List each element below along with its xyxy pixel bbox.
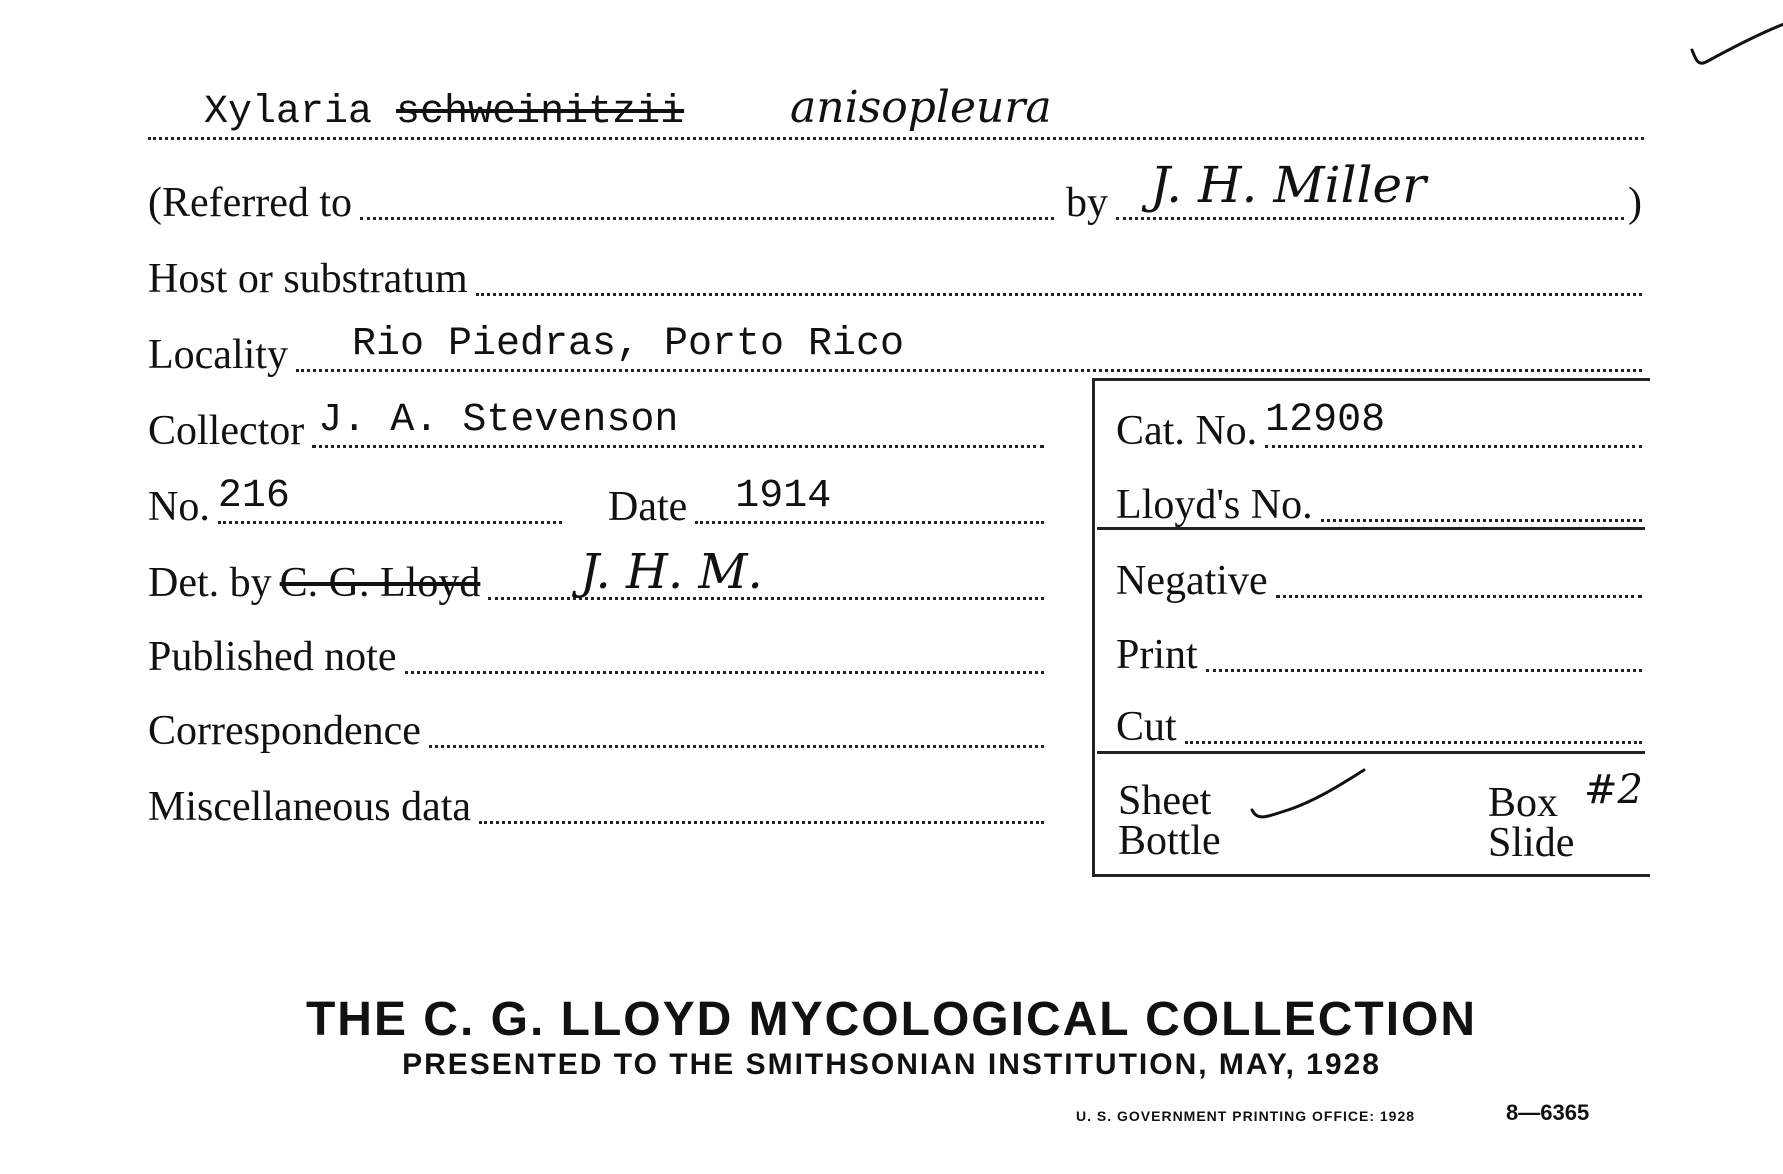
locality-value: Rio Piedras, Porto Rico [351, 322, 905, 367]
negative-label: Negative [1116, 558, 1268, 604]
catalog-number-dotted-line [1265, 398, 1642, 448]
box-handwritten: #2 [1584, 767, 1643, 813]
printer-imprint: U. S. GOVERNMENT PRINTING OFFICE: 1928 [1076, 1108, 1416, 1124]
determined-by-dotted-line [488, 597, 1044, 600]
collector-value: J. A. Stevenson [318, 398, 679, 443]
referred-by-label: by [1066, 180, 1108, 226]
cut-dotted-line [1185, 741, 1642, 744]
correspondence-line [148, 704, 1044, 752]
catalog-number-label: Cat. No. [1116, 408, 1258, 454]
cut-line [1116, 700, 1642, 748]
number-value: 216 [217, 474, 290, 519]
referred-label: (Referred to [148, 180, 353, 226]
referred-close-paren: ) [1628, 180, 1642, 226]
bottle-label: Bottle [1118, 818, 1221, 864]
collector-label: Collector [148, 408, 305, 454]
host-line [148, 252, 1642, 300]
referred-line [148, 176, 1054, 224]
corner-check-mark [1688, 20, 1783, 80]
print-label: Print [1116, 632, 1198, 678]
catalog-number-line [1116, 398, 1642, 454]
misc-data-line [148, 780, 1044, 828]
collection-subtitle: PRESENTED TO THE SMITHSONIAN INSTITUTION, MAY, 1928 [402, 1048, 1381, 1081]
published-note-dotted-line [405, 671, 1045, 674]
published-note-label: Published note [148, 634, 397, 680]
catalog-number-value: 12908 [1265, 398, 1386, 443]
species-epithet-struck: schweinitzii [396, 90, 685, 135]
determined-by-handwritten: J. H. M. [580, 544, 763, 600]
locality-line [148, 322, 1642, 378]
lloyds-number-label: Lloyd's No. [1116, 482, 1313, 528]
host-dotted-line [476, 293, 1642, 296]
species-handwritten-epithet: anisopleura [790, 82, 1052, 133]
box-label: Box [1488, 780, 1559, 826]
number-line [148, 474, 562, 530]
misc-data-label: Miscellaneous data [148, 784, 472, 830]
sheet-check-mark [1248, 766, 1368, 826]
number-dotted-line [217, 474, 562, 524]
published-note-line [148, 630, 1044, 678]
species-typed-name [204, 90, 685, 135]
species-genus: Xylaria [204, 90, 373, 135]
lloyds-number-dotted-line [1321, 519, 1642, 522]
print-line [1116, 628, 1642, 676]
determined-by-label: Det. by [148, 560, 272, 606]
number-label: No. [148, 484, 210, 530]
catalog-divider-2 [1097, 751, 1645, 754]
referred-by-handwritten: J. H. Miller [1150, 156, 1427, 214]
correspondence-label: Correspondence [148, 708, 421, 754]
form-number: 8—6365 [1506, 1100, 1590, 1125]
cut-label: Cut [1116, 704, 1177, 750]
correspondence-dotted-line [429, 745, 1044, 748]
determined-by-struck: C. G. Lloyd [279, 560, 481, 606]
host-label: Host or substratum [148, 256, 468, 302]
misc-data-dotted-line [479, 821, 1044, 824]
referred-dotted-line [360, 217, 1054, 220]
collector-line [148, 398, 1044, 454]
date-dotted-line [695, 474, 1044, 524]
sheet-label: Sheet [1118, 778, 1212, 824]
collection-title: THE C. G. LLOYD MYCOLOGICAL COLLECTION [305, 993, 1478, 1046]
slide-label: Slide [1488, 820, 1575, 866]
collector-dotted-line [312, 398, 1044, 448]
date-line [608, 474, 1044, 530]
date-value: 1914 [735, 474, 832, 519]
referred-by-dotted-line [1116, 217, 1624, 220]
date-label: Date [608, 484, 688, 530]
print-dotted-line [1206, 669, 1642, 672]
negative-dotted-line [1276, 595, 1642, 598]
negative-line [1116, 554, 1642, 602]
lloyds-number-line [1116, 478, 1642, 526]
locality-dotted-line [296, 322, 1642, 372]
locality-label: Locality [148, 332, 288, 378]
